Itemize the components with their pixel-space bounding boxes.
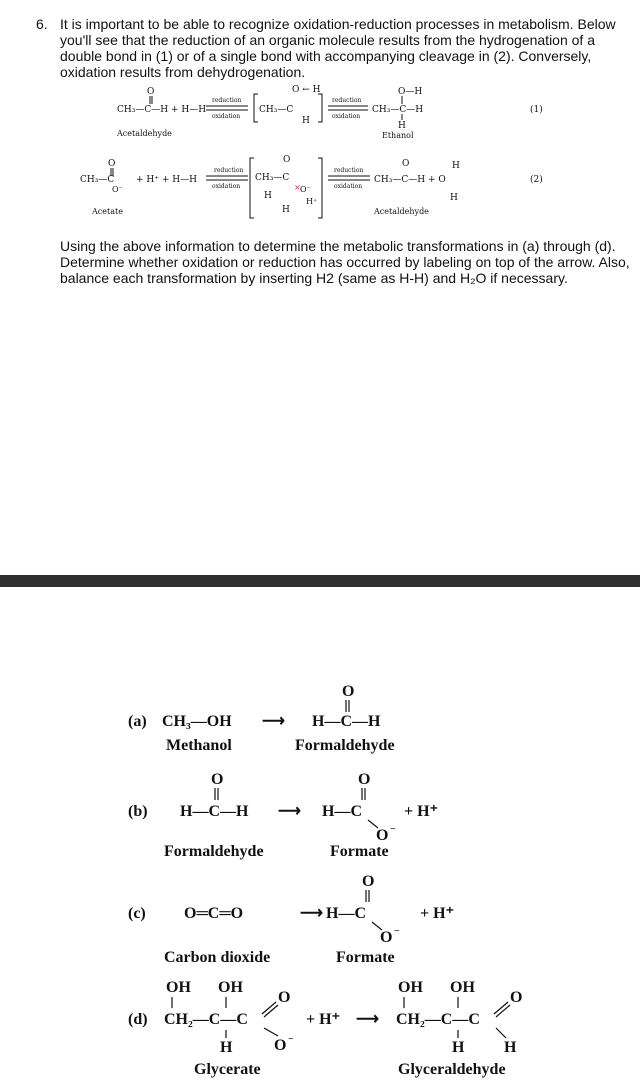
glyceraldehyde-formula: CH₂—C—C <box>396 1011 480 1028</box>
svg-text:O ← H: O ← H <box>292 85 321 95</box>
arrow-a: ⟶ <box>262 713 285 730</box>
intermediate-1: CH₃—C <box>259 105 294 115</box>
svg-text:×: × <box>294 183 301 192</box>
formate-formula-b: H—C <box>322 803 362 820</box>
proton-d: + H⁺ <box>306 1011 341 1028</box>
problems-panel <box>0 680 640 1080</box>
svg-text:H: H <box>504 1039 517 1056</box>
svg-text:H: H <box>450 193 458 203</box>
svg-text:−: − <box>394 926 400 937</box>
oxidation-label-4: oxidation <box>334 183 363 190</box>
svg-text:H: H <box>398 121 406 131</box>
reduction-label-3: reduction <box>214 167 244 174</box>
label-a: (a) <box>128 713 147 730</box>
svg-text:O: O <box>510 989 523 1006</box>
label-d: (d) <box>128 1011 148 1028</box>
instructions: Using the above information to determine the metabolic transformations in (a) through (d). Determine whether oxidation or reduction has occurred by labeling on top of the arrow. Also, balance each transformation by inserting H2 (same as H-H) and H₂O if necessary. <box>60 238 630 286</box>
ethanol-formula: CH₃—C—H <box>372 105 424 115</box>
formaldehyde-name: Formaldehyde <box>295 737 395 754</box>
glycerate-name: Glycerate <box>194 1061 261 1078</box>
svg-text:O—H: O—H <box>398 87 423 97</box>
svg-text:−: − <box>288 1034 294 1045</box>
acetate-name: Acetate <box>92 207 123 216</box>
svg-text:H: H <box>220 1039 233 1056</box>
svg-text:OH: OH <box>166 979 191 996</box>
methanol-name: Methanol <box>166 737 232 754</box>
svg-text:O: O <box>274 1037 287 1054</box>
equation-1-number: (1) <box>530 105 543 115</box>
formate-name-b: Formate <box>330 843 389 860</box>
carbon-dioxide-formula: O═C═O <box>184 905 244 922</box>
formaldehyde-formula: H—C—H <box>312 713 381 730</box>
svg-text:H: H <box>452 161 460 171</box>
formaldehyde-formula-b: H—C—H <box>180 803 249 820</box>
equation-2-number: (2) <box>530 175 543 185</box>
o-label: O <box>147 87 155 97</box>
svg-text:O: O <box>376 827 389 844</box>
acetaldehyde-formula: CH₃—C—H + H—H <box>117 105 207 115</box>
carbon-dioxide-name: Carbon dioxide <box>164 949 271 966</box>
acetate-formula: CH₃—C <box>80 175 115 185</box>
reduction-label: reduction <box>212 97 242 104</box>
svg-text:O: O <box>283 155 291 165</box>
intermediate-2: CH₃—C <box>255 173 290 183</box>
arrow-b: ⟶ <box>278 803 301 820</box>
arrow-c: ⟶ <box>300 905 323 922</box>
svg-text:H: H <box>302 116 310 126</box>
svg-text:O: O <box>362 873 375 890</box>
svg-text:H: H <box>264 191 272 201</box>
reduction-label-4: reduction <box>334 167 364 174</box>
svg-text:O⁻: O⁻ <box>300 185 311 194</box>
svg-text:OH: OH <box>398 979 423 996</box>
svg-text:−: − <box>390 824 396 835</box>
glycerate-formula: CH₂—C—C <box>164 1011 248 1028</box>
svg-text:OH: OH <box>450 979 475 996</box>
svg-text:O: O <box>358 771 371 788</box>
divider <box>0 575 640 587</box>
methanol-formula: CH₃—OH <box>162 713 232 730</box>
proton-b: + H⁺ <box>404 803 439 820</box>
glyceraldehyde-name: Glyceraldehyde <box>398 1061 506 1078</box>
svg-text:O: O <box>342 683 355 700</box>
oxidation-label-2: oxidation <box>332 113 361 120</box>
svg-text:OH: OH <box>218 979 243 996</box>
svg-text:O: O <box>380 929 393 946</box>
svg-text:H⁺: H⁺ <box>306 197 318 206</box>
label-c: (c) <box>128 905 146 922</box>
formaldehyde-name-b: Formaldehyde <box>164 843 264 860</box>
reduction-label-2: reduction <box>332 97 362 104</box>
proton-c: + H⁺ <box>420 905 455 922</box>
label-b: (b) <box>128 803 148 820</box>
oxidation-label-3: oxidation <box>212 183 241 190</box>
acetate-plus: + H⁺ + H—H <box>136 175 197 185</box>
acetaldehyde-water: CH₃—C—H + O <box>374 175 446 185</box>
arrow-d: ⟶ <box>356 1011 379 1028</box>
svg-text:O: O <box>278 989 291 1006</box>
svg-text:O: O <box>108 159 116 169</box>
svg-text:H: H <box>282 205 290 215</box>
oxidation-label: oxidation <box>212 113 241 120</box>
svg-text:O: O <box>402 159 410 169</box>
acetaldehyde-name: Acetaldehyde <box>117 129 172 138</box>
svg-text:O⁻: O⁻ <box>112 185 123 194</box>
ethanol-name: Ethanol <box>382 131 414 140</box>
redox-scheme <box>0 80 640 230</box>
formate-formula-c: H—C <box>326 905 366 922</box>
svg-text:H: H <box>452 1039 465 1056</box>
question-text: It is important to be able to recognize oxidation-reduction processes in metabolism. Below you'll see that the reduction of an organic molecule results from the hydrogenation of a double bond in (1) or of a single bond with accompanying cleavage in (2). Conversely, oxidation results from dehydrogenation. <box>60 16 616 80</box>
formate-name-c: Formate <box>336 949 395 966</box>
acetaldehyde-name-2: Acetaldehyde <box>374 207 429 216</box>
question-number: 6. <box>36 16 48 32</box>
svg-text:O: O <box>211 771 224 788</box>
